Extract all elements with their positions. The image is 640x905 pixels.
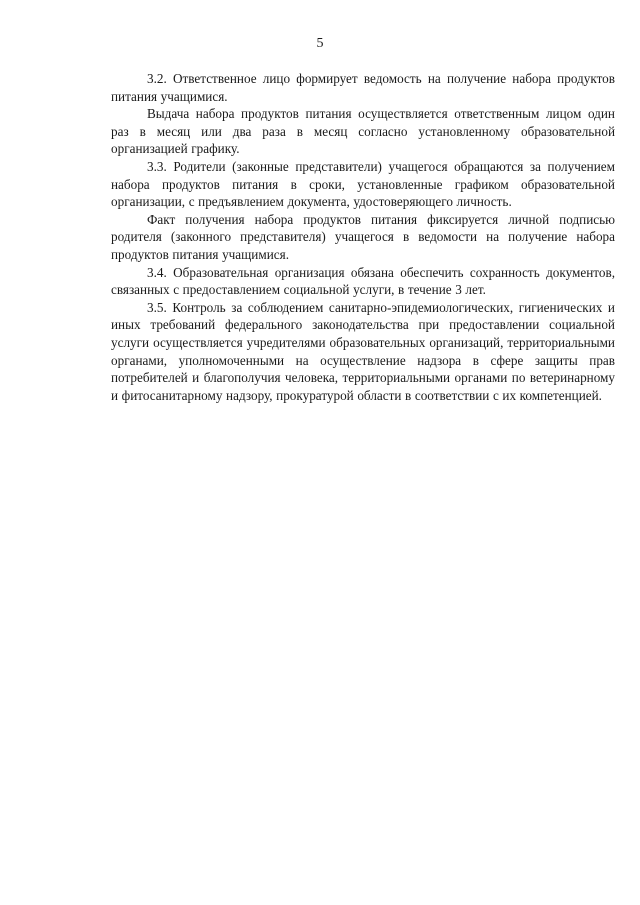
- paragraph-3-5: 3.5. Контроль за соблюдением санитарно-эпидемиологических, гигиенических и иных требований федерального законодательства при предоставлении социальной услуги осуществляется учредителями образовательных организаций, территориальными органами, уполномоченными на осуществление надзора в сфере защиты прав потребителей и благополучия человека, территориальными органами по ветеринарному и фитосанитарному надзору, прокуратурой области в соответствии с их компетенцией.: [111, 299, 615, 403]
- page-number: 5: [316, 36, 324, 51]
- paragraph-3-2: 3.2. Ответственное лицо формирует ведомость на получение набора продуктов питания учащимися.: [111, 71, 615, 104]
- document-body: [111, 70, 615, 404]
- paragraph-3-3: 3.3. Родители (законные представители) учащегося обращаются за получением набора продуктов питания в сроки, установленные графиком образовательной организации, с предъявлением документа, удостоверяющего личность.: [111, 158, 615, 210]
- paragraph-issuance: Выдача набора продуктов питания осуществляется ответственным лицом один раз в месяц или два раза в месяц согласно установленному образовательной организацией графику.: [111, 106, 615, 157]
- paragraph-3-4: 3.4. Образовательная организация обязана обеспечить сохранность документов, связанных с предоставлением социальной услуги, в течение 3 лет.: [111, 264, 615, 298]
- paragraph-receipt-record: Факт получения набора продуктов питания фиксируется личной подписью родителя (законного представителя) учащегося в ведомости на получение набора продуктов питания учащимися.: [111, 211, 615, 262]
